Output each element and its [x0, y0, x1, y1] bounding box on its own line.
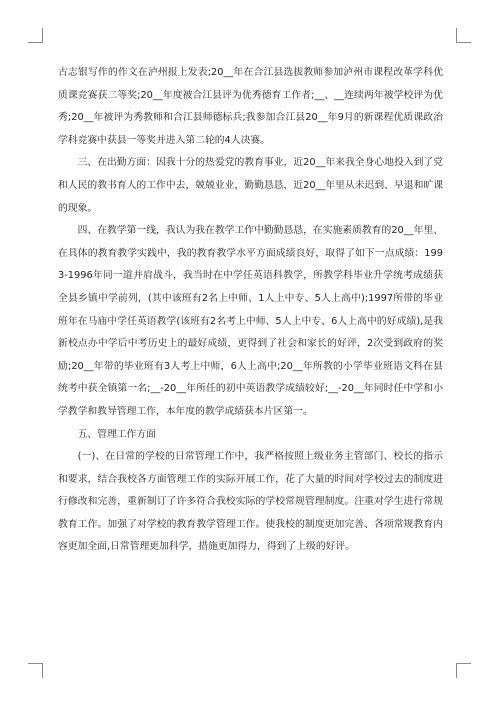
paragraph-awards-continued: 古志银写作的作文在泸州报上发表;20__年在合江县选拔教师参加泸州市课程改革学科优质课竞赛获二等奖;20__年度被合江县评为优秀德育工作者;__、__连续两年被学校评为优秀;20__年被评为秀教师和合江县师德标兵;我参加合江县20__年9月的新课程优质课政治学科竞赛中获县一等奖并进入第二轮的4人决赛。: [58, 67, 443, 146]
paragraph-teaching-frontline: 四、在教学第一线，我认为我在教学工作中勤勤恳恳，在实施素质教育的20__年里、在具体的教育教学实践中，我的教育教学水平方面成绩良好，取得了如下一点成绩：1993-1996年同一道并肩战斗，我当时在中学任英语科教学，所教学科毕业升学统考成绩获全县乡镇中学前列，(其中该班有2名上中师、1人上中专、5人上高中);1997所带的毕业班年在马庙中学任英语教学(该班有2名考上中师、5人上中专、6人上高中的好成绩),是我新校点办中学后中考历史上的最好成绩，更得到了社会和家长的好评，2次受到政府的奖励;20__年带的毕业班有3人考上中师，6人上高中;20__年所教的小学毕业班语文科在县统考中获全镇第一名;__-20__年所任的初中英语教学成绩较好;__-20__年同时任中学和小学教学和教导管理工作，本年度的教学成绩获本片区第一。: [58, 225, 443, 417]
section-heading-management: 五、管理工作方面: [77, 428, 156, 440]
crop-mark-top-right: [456, 28, 471, 43]
crop-mark-top-left: [28, 28, 43, 43]
crop-mark-bottom-right: [456, 663, 471, 678]
document-body: [58, 62, 443, 559]
paragraph-daily-management: (一)、在日常的学校的日常管理工作中，我严格按照上级业务主管部门、校长的指示和要求，结合我校各方面管理工作的实际开展工作，花了大量的时间对学校过去的制度进行修改和完善，重新制订了许多符合我校实际的学校常规管理制度。注重对学生进行常规教育工作。加强了对学校的教育教学管理工作。使我校的制度更加完善、各项常规教育内容更加全面,日常管理更加科学，措施更加得力，得到了上级的好评。: [58, 451, 443, 553]
crop-mark-bottom-left: [28, 663, 43, 678]
paragraph-attendance: 三、在出勤方面：因我十分的热爱党的教育事业，近20__年来我全身心地投入到了党和人民的教书育人的工作中去，兢兢业业，勤勤恳恳，近20__年里从未迟到、早退和旷课的现象。: [58, 157, 443, 214]
